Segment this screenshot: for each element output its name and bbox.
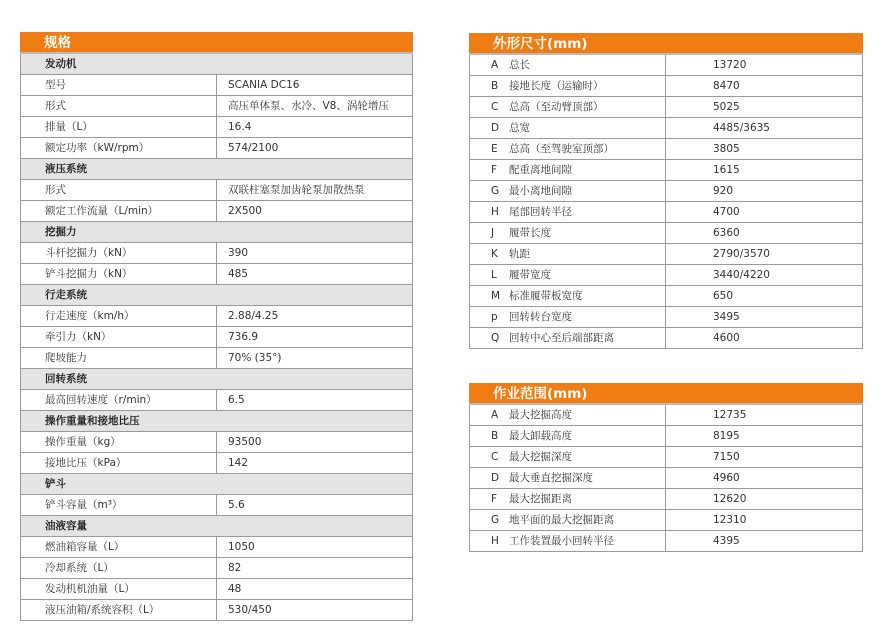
working-range-value: 4960 (666, 468, 863, 489)
working-range-value: 12310 (666, 510, 863, 531)
working-range-value: 12735 (666, 405, 863, 426)
dimension-label-cell (470, 76, 666, 97)
dimension-letter: D (491, 122, 500, 135)
working-range-letter: B (491, 430, 499, 443)
working-range-label-cell (470, 489, 666, 510)
spec-value: 574/2100 (217, 138, 413, 159)
spec-label: 铲斗容量（m³） (21, 495, 217, 516)
dimension-label-cell (470, 307, 666, 328)
dimension-row (470, 181, 863, 202)
working-range-label-cell (470, 447, 666, 468)
spec-value: 485 (217, 264, 413, 285)
spec-row (21, 306, 413, 327)
working-range-row (470, 405, 863, 426)
spec-value: 93500 (217, 432, 413, 453)
dimension-letter: F (491, 164, 498, 177)
spec-row (21, 201, 413, 222)
dimension-row (470, 76, 863, 97)
dimension-value: 650 (666, 286, 863, 307)
spec-label: 燃油箱容量（L） (21, 537, 217, 558)
dimension-row (470, 223, 863, 244)
working-range-row (470, 426, 863, 447)
working-range-row (470, 468, 863, 489)
dimension-value: 2790/3570 (666, 244, 863, 265)
dimension-label: 接地长度（运输时） (509, 80, 604, 93)
working-range-label-cell (470, 510, 666, 531)
dimension-letter: Q (491, 332, 500, 345)
spec-row (21, 243, 413, 264)
spec-value: 736.9 (217, 327, 413, 348)
spec-row (21, 117, 413, 138)
dimension-value: 3495 (666, 307, 863, 328)
dimension-label-cell (470, 160, 666, 181)
spec-section-name: 油液容量 (21, 516, 413, 537)
working-range-letter: D (491, 472, 500, 485)
dimension-label: 轨距 (509, 248, 530, 261)
spec-value: 1050 (217, 537, 413, 558)
spec-row (21, 180, 413, 201)
spec-label: 接地比压（kPa） (21, 453, 217, 474)
spec-value: 6.5 (217, 390, 413, 411)
dimension-label-cell (470, 244, 666, 265)
spec-row (21, 453, 413, 474)
spec-section-name: 回转系统 (21, 369, 413, 390)
dimension-row (470, 307, 863, 328)
working-range-row (470, 510, 863, 531)
dimension-letter: E (491, 143, 498, 156)
dimension-row (470, 118, 863, 139)
dimensions-panel (469, 33, 863, 349)
dimension-label-cell (470, 286, 666, 307)
dimension-letter: H (491, 206, 499, 219)
spec-value: 70% (35°) (217, 348, 413, 369)
spec-label: 形式 (21, 180, 217, 201)
dimension-label: 回转转台宽度 (509, 311, 572, 324)
spec-label: 排量（L） (21, 117, 217, 138)
spec-row (21, 600, 413, 621)
dimension-value: 6360 (666, 223, 863, 244)
spec-row (21, 579, 413, 600)
spec-value: 2.88/4.25 (217, 306, 413, 327)
dimensions-table (469, 55, 863, 349)
working-range-table (469, 405, 863, 552)
spec-section-header (21, 516, 413, 537)
working-range-title: 作业范围(mm) (469, 383, 863, 405)
spec-value: 2X500 (217, 201, 413, 222)
dimension-label: 尾部回转半径 (509, 206, 572, 219)
spec-label: 铲斗挖掘力（kN） (21, 264, 217, 285)
spec-label: 爬坡能力 (21, 348, 217, 369)
dimension-row (470, 244, 863, 265)
dimension-label: 总宽 (509, 122, 530, 135)
spec-value: 530/450 (217, 600, 413, 621)
spec-row (21, 138, 413, 159)
dimension-value: 4700 (666, 202, 863, 223)
dimension-letter: B (491, 80, 499, 93)
spec-value: SCANIA DC16 (217, 75, 413, 96)
spec-section-header (21, 411, 413, 432)
spec-row (21, 558, 413, 579)
dimension-row (470, 265, 863, 286)
spec-section-header (21, 159, 413, 180)
dimension-label: 回转中心至后端部距离 (509, 332, 614, 345)
dimension-letter: p (491, 311, 498, 324)
spec-row (21, 75, 413, 96)
specs-title: 规格 (20, 32, 413, 54)
dimension-label-cell (470, 181, 666, 202)
dimension-row (470, 160, 863, 181)
spec-label: 液压油箱/系统容积（L） (21, 600, 217, 621)
dimension-value: 5025 (666, 97, 863, 118)
specs-panel (20, 32, 413, 621)
dimension-value: 8470 (666, 76, 863, 97)
dimension-value: 920 (666, 181, 863, 202)
dimension-value: 13720 (666, 55, 863, 76)
working-range-panel (469, 383, 863, 552)
dimension-letter: C (491, 101, 499, 114)
spec-value: 48 (217, 579, 413, 600)
working-range-value: 8195 (666, 426, 863, 447)
dimension-label: 标准履带板宽度 (509, 290, 583, 303)
spec-value: 390 (217, 243, 413, 264)
dimensions-title: 外形尺寸(mm) (469, 33, 863, 55)
dimension-label: 履带宽度 (509, 269, 551, 282)
working-range-letter: H (491, 535, 499, 548)
spec-label: 最高回转速度（r/min） (21, 390, 217, 411)
working-range-letter: G (491, 514, 500, 527)
working-range-value: 4395 (666, 531, 863, 552)
spec-row (21, 390, 413, 411)
dimension-label-cell (470, 97, 666, 118)
dimension-label: 总长 (509, 59, 530, 72)
dimension-row (470, 286, 863, 307)
spec-row (21, 495, 413, 516)
working-range-label-cell (470, 468, 666, 489)
working-range-value: 12620 (666, 489, 863, 510)
dimension-letter: L (491, 269, 497, 282)
spec-value: 142 (217, 453, 413, 474)
spec-section-name: 铲斗 (21, 474, 413, 495)
dimension-label-cell (470, 328, 666, 349)
working-range-label: 最大垂直挖掘深度 (509, 472, 593, 485)
working-range-label: 最大卸载高度 (509, 430, 572, 443)
dimension-label-cell (470, 139, 666, 160)
spec-label: 发动机机油量（L） (21, 579, 217, 600)
spec-value: 双联柱塞泵加齿轮泵加散热泵 (217, 180, 413, 201)
dimension-value: 4485/3635 (666, 118, 863, 139)
spec-section-name: 发动机 (21, 54, 413, 75)
working-range-label: 最大挖掘距离 (509, 493, 572, 506)
spec-label: 行走速度（km/h） (21, 306, 217, 327)
dimension-value: 1615 (666, 160, 863, 181)
spec-row (21, 96, 413, 117)
spec-section-name: 行走系统 (21, 285, 413, 306)
dimension-label-cell (470, 55, 666, 76)
dimension-row (470, 328, 863, 349)
dimension-letter: K (491, 248, 498, 261)
working-range-row (470, 447, 863, 468)
spec-section-header (21, 222, 413, 243)
spec-row (21, 348, 413, 369)
working-range-label-cell (470, 531, 666, 552)
working-range-label: 工作装置最小回转半径 (509, 535, 614, 548)
dimension-label: 总高（至驾驶室顶部） (509, 143, 614, 156)
spec-section-name: 挖掘力 (21, 222, 413, 243)
working-range-label: 地平面的最大挖掘距离 (509, 514, 614, 527)
dimension-row (470, 55, 863, 76)
spec-row (21, 432, 413, 453)
dimension-value: 3805 (666, 139, 863, 160)
spec-section-header (21, 474, 413, 495)
dimension-row (470, 202, 863, 223)
spec-section-header (21, 285, 413, 306)
dimension-label: 总高（至动臂顶部） (509, 101, 604, 114)
spec-value: 高压单体泵、水冷、V8、涡轮增压 (217, 96, 413, 117)
dimension-label: 最小离地间隙 (509, 185, 572, 198)
spec-row (21, 327, 413, 348)
working-range-row (470, 531, 863, 552)
dimension-label-cell (470, 202, 666, 223)
spec-section-name: 液压系统 (21, 159, 413, 180)
working-range-value: 7150 (666, 447, 863, 468)
spec-label: 额定功率（kW/rpm） (21, 138, 217, 159)
spec-label: 操作重量（kg） (21, 432, 217, 453)
spec-label: 牵引力（kN） (21, 327, 217, 348)
dimension-label: 履带长度 (509, 227, 551, 240)
spec-label: 冷却系统（L） (21, 558, 217, 579)
dimension-letter: J (491, 227, 495, 240)
working-range-label: 最大挖掘高度 (509, 409, 572, 422)
dimension-label-cell (470, 118, 666, 139)
working-range-letter: A (491, 409, 499, 422)
dimension-value: 4600 (666, 328, 863, 349)
spec-value: 82 (217, 558, 413, 579)
working-range-label-cell (470, 426, 666, 447)
working-range-row (470, 489, 863, 510)
spec-label: 型号 (21, 75, 217, 96)
spec-section-name: 操作重量和接地比压 (21, 411, 413, 432)
spec-value: 5.6 (217, 495, 413, 516)
dimension-letter: A (491, 59, 499, 72)
dimension-row (470, 97, 863, 118)
dimension-label: 配重离地间隙 (509, 164, 572, 177)
dimension-letter: M (491, 290, 501, 303)
dimension-label-cell (470, 223, 666, 244)
spec-section-header (21, 369, 413, 390)
dimension-value: 3440/4220 (666, 265, 863, 286)
spec-row (21, 537, 413, 558)
specs-table (20, 54, 413, 621)
dimension-letter: G (491, 185, 500, 198)
spec-label: 形式 (21, 96, 217, 117)
working-range-label: 最大挖掘深度 (509, 451, 572, 464)
dimension-label-cell (470, 265, 666, 286)
working-range-letter: C (491, 451, 499, 464)
working-range-label-cell (470, 405, 666, 426)
spec-row (21, 264, 413, 285)
spec-section-header (21, 54, 413, 75)
spec-label: 斗杆挖掘力（kN） (21, 243, 217, 264)
spec-value: 16.4 (217, 117, 413, 138)
spec-label: 额定工作流量（L/min） (21, 201, 217, 222)
working-range-letter: F (491, 493, 498, 506)
dimension-row (470, 139, 863, 160)
